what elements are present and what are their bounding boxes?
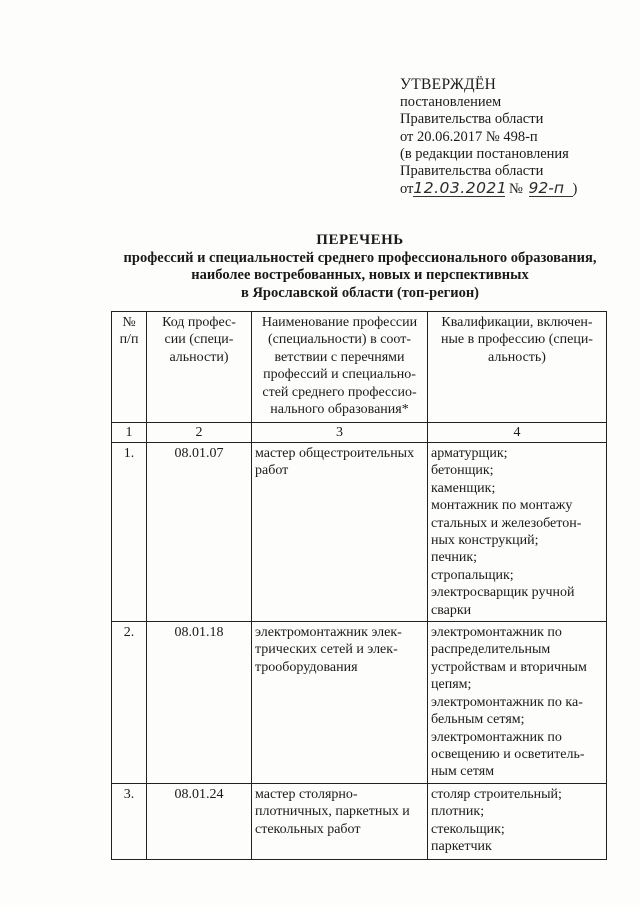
row-profession-name (252, 783, 428, 859)
cell-text-line: столяр строительный; (431, 786, 562, 802)
cell-text-line: освещению и осветитель- (431, 746, 585, 762)
column-index: 4 (428, 423, 607, 443)
handwritten-number: 92-п (529, 180, 573, 197)
cell-text-line: электромонтажник по ка- (431, 694, 583, 710)
column-index: 2 (147, 423, 252, 443)
header-cell-num (112, 312, 147, 423)
cell-text-line: паркетчик (431, 838, 492, 854)
header-text-line: стей среднего профессио- (262, 384, 417, 400)
cell-text-line: каменщик; (431, 480, 496, 496)
header-text-line: ветствии с перечнями (274, 349, 405, 365)
row-qualifications (428, 622, 607, 784)
cell-text-line: плотничных, паркетных и (255, 804, 410, 820)
approval-line: Правительства области (400, 111, 544, 128)
cell-text-line: работ (255, 463, 289, 479)
approval-last-line (400, 180, 625, 198)
approval-line: от 20.06.2017 № 498-п (400, 128, 538, 145)
title-line-2: профессий и специальностей среднего профессионального образования, (123, 249, 597, 266)
cell-text-line: ным сетям (431, 764, 495, 780)
cell-text-line: электромонтажник по (431, 625, 562, 641)
row-code: 08.01.07 (147, 443, 252, 622)
cell-text-line: печник; (431, 550, 478, 566)
header-cell-code (147, 312, 252, 423)
row-number: 3. (112, 783, 147, 859)
header-text-line: нального образования* (270, 402, 409, 418)
header-text-line: альность) (488, 349, 546, 365)
approval-prefix: от (400, 181, 414, 198)
column-index: 3 (252, 423, 428, 443)
approval-line: постановлением (400, 94, 502, 111)
header-text-line: № (122, 315, 136, 330)
row-profession-name (252, 443, 428, 622)
number-sign: № (509, 181, 523, 198)
document-title (100, 232, 620, 302)
cell-text-line: стропальщик; (431, 567, 514, 583)
row-profession-name (252, 622, 428, 784)
header-row (112, 312, 607, 423)
cell-text-line: бетонщик; (431, 463, 494, 479)
table-row (112, 783, 607, 859)
header-text-line: (специальности) в соот- (267, 332, 412, 348)
cell-text-line: электромонтажник по (431, 729, 562, 745)
title-line-1: ПЕРЕЧЕНЬ (316, 232, 404, 248)
closing-paren: ) (572, 181, 578, 198)
header-text-line: профессий и специально- (263, 367, 416, 383)
cell-text-line: бельным сетям; (431, 712, 525, 728)
header-text-line: ные в профессию (специ- (441, 332, 593, 348)
cell-text-line: плотник; (431, 804, 485, 820)
cell-text-line: ных конструкций; (431, 533, 539, 549)
cell-text-line: монтажник по монтажу (431, 498, 573, 514)
cell-text-line: мастер общестроительных (255, 446, 415, 461)
column-index: 1 (112, 423, 147, 443)
table-body (112, 312, 607, 860)
header-text-line: Код профес- (162, 315, 236, 330)
approval-line: Правительства области (400, 163, 544, 180)
header-text-line: п/п (119, 332, 139, 348)
cell-text-line: арматурщик; (431, 446, 508, 461)
header-cell-name (252, 312, 428, 423)
cell-text-line: электромонтажник элек- (255, 625, 402, 641)
cell-text-line: мастер столярно- (255, 786, 358, 802)
header-text-line: Квалификации, включен- (441, 315, 593, 330)
cell-text-line: электросварщик ручной (431, 585, 575, 601)
cell-text-line: сварки (431, 602, 472, 618)
row-qualifications (428, 783, 607, 859)
header-cell-qualifications (428, 312, 607, 423)
cell-text-line: стекольщик; (431, 821, 505, 837)
cell-text-line: цепям; (431, 677, 472, 693)
professions-table (111, 311, 607, 860)
row-qualifications (428, 443, 607, 622)
header-text-line: сии (специ- (164, 332, 234, 348)
row-code: 08.01.18 (147, 622, 252, 784)
approval-heading: УТВЕРЖДЁН (400, 76, 497, 93)
table-row (112, 443, 607, 622)
table-row (112, 622, 607, 784)
row-number: 1. (112, 443, 147, 622)
column-index-row (112, 423, 607, 443)
title-line-3: наиболее востребованных, новых и перспективных (191, 267, 529, 284)
row-code: 08.01.24 (147, 783, 252, 859)
approval-line: (в редакции постановления (400, 145, 569, 162)
handwritten-date: 12.03.2021 (413, 179, 508, 198)
cell-text-line: трических сетей и элек- (255, 642, 398, 658)
cell-text-line: устройствам и вторичным (431, 659, 587, 675)
header-text-line: альности) (169, 349, 229, 365)
title-line-4: в Ярославской области (топ-регион) (240, 284, 480, 301)
row-number: 2. (112, 622, 147, 784)
cell-text-line: стекольных работ (255, 821, 361, 837)
header-text-line: Наименование профессии (261, 315, 418, 330)
cell-text-line: стальных и железобетон- (431, 515, 582, 531)
cell-text-line: трооборудования (255, 659, 358, 675)
approval-block (400, 76, 625, 198)
cell-text-line: распределительным (431, 642, 551, 658)
